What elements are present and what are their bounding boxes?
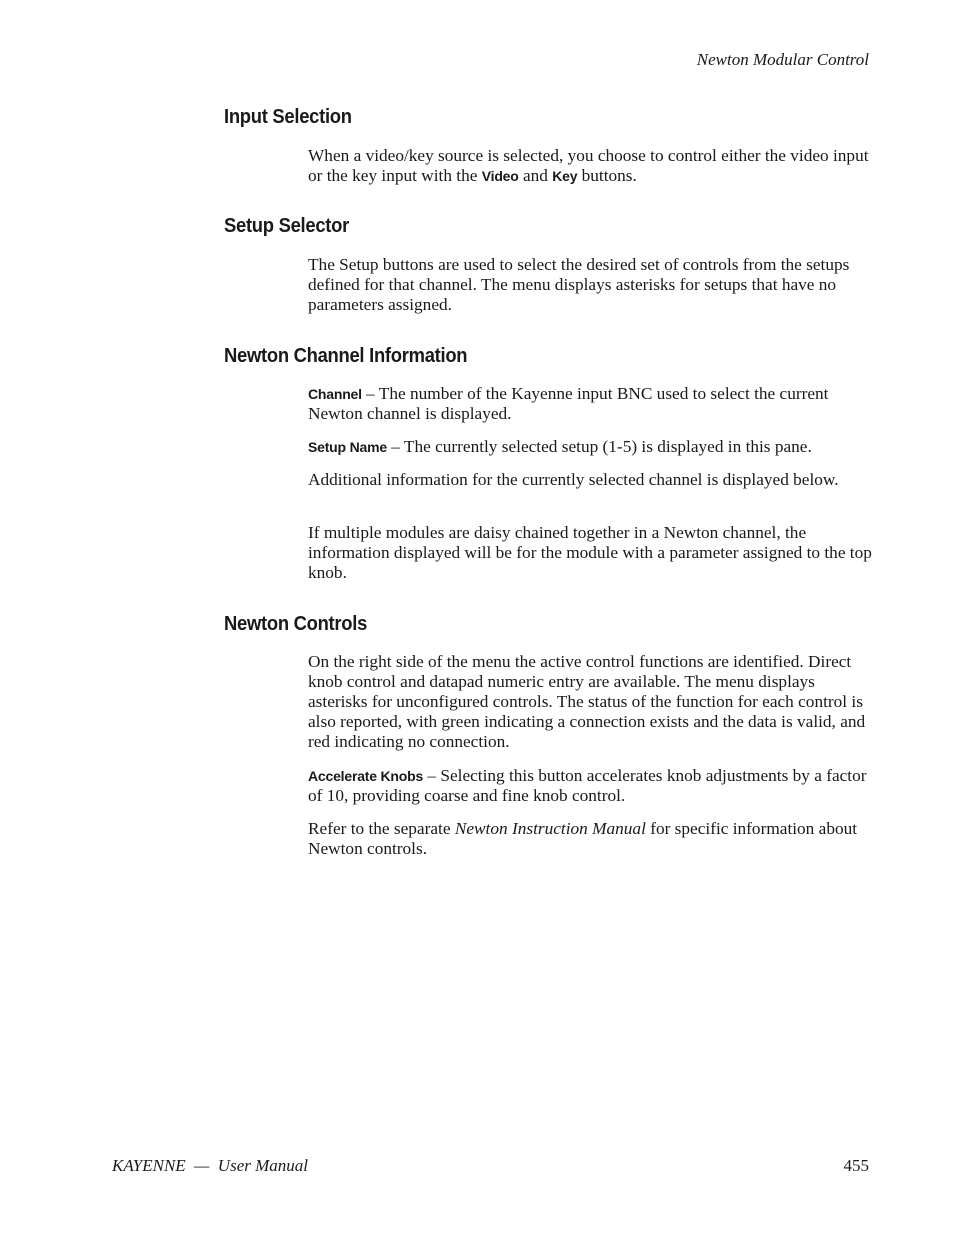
input-selection-text-a: When a video/key source is selected, you choose to control either the video input or the key input with the — [308, 146, 869, 185]
controls-paragraph: On the right side of the menu the active control functions are identified. Direct knob control and datapad numeric entry are available. The menu displays asterisks for unconfigured controls. The status of the function for each control is also reported, with green indicating a connection exists and the data is valid, and red indicating no connection. — [308, 652, 866, 751]
setup-name-paragraph — [308, 437, 873, 457]
additional-info-paragraph: Additional information for the currently selected channel is displayed below. — [308, 470, 839, 489]
footer-manual-title: KAYENNE — User Manual — [112, 1156, 308, 1175]
heading-newton-controls: Newton Controls — [224, 613, 368, 635]
page-number: 455 — [843, 1156, 869, 1175]
accelerate-knobs-paragraph — [308, 766, 873, 806]
channel-term: Channel — [308, 386, 362, 402]
refer-text-b: for specific information about Newton controls. — [308, 819, 858, 858]
refer-text-a: Refer to the separate — [308, 819, 455, 838]
heading-setup-selector: Setup Selector — [224, 215, 349, 237]
accelerate-knobs-term: Accelerate Knobs — [308, 768, 424, 784]
setup-name-term: Setup Name — [308, 439, 387, 455]
manual-title: Newton Instruction Manual — [454, 819, 646, 838]
input-selection-paragraph — [308, 146, 873, 186]
daisy-chain-paragraph: If multiple modules are daisy chained together in a Newton channel, the information displayed will be for the module with a parameter assigned to the top knob. — [308, 523, 872, 582]
channel-paragraph — [308, 384, 873, 424]
channel-text: – The number of the Kayenne input BNC used to select the current Newton channel is displayed. — [308, 384, 829, 423]
video-button-term: Video — [481, 168, 519, 184]
refer-manual-paragraph — [308, 819, 873, 859]
accelerate-knobs-text: – Selecting this button accelerates knob adjustments by a factor of 10, providing coarse and fine knob control. — [308, 766, 867, 805]
input-selection-text-b: and — [518, 166, 553, 185]
running-header: Newton Modular Control — [696, 50, 869, 69]
input-selection-text-c: buttons. — [577, 166, 637, 185]
key-button-term: Key — [552, 168, 578, 184]
heading-channel-information: Newton Channel Information — [224, 345, 468, 367]
heading-input-selection: Input Selection — [224, 106, 352, 128]
setup-name-text: – The currently selected setup (1-5) is displayed in this pane. — [386, 437, 812, 456]
setup-selector-paragraph: The Setup buttons are used to select the desired set of controls from the setups defined for that channel. The menu displays asterisks for setups that have no parameters assigned. — [308, 255, 850, 314]
